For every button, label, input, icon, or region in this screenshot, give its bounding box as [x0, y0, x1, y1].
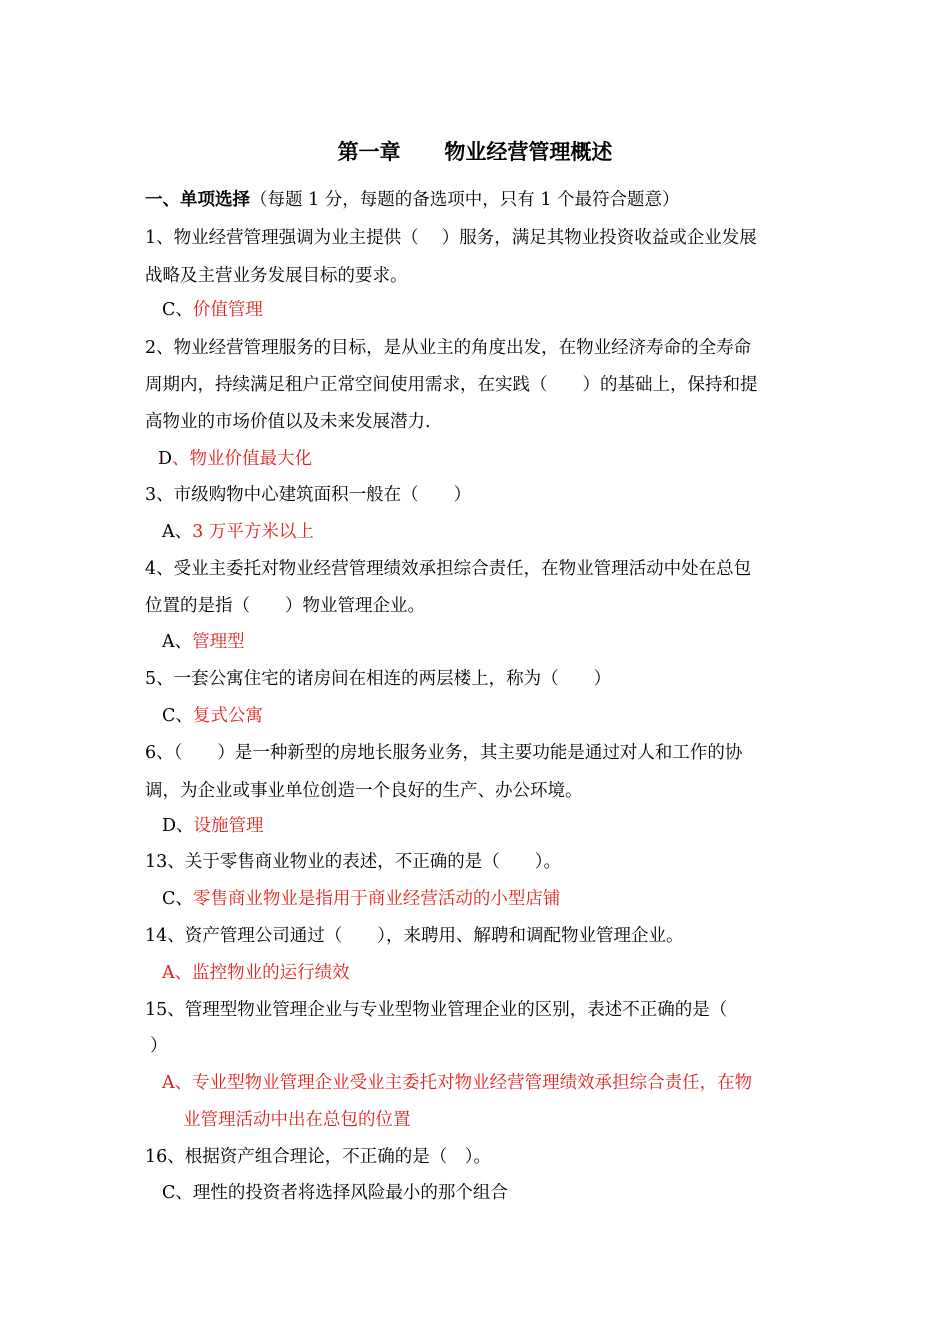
answer-option: C、: [162, 889, 193, 909]
question-2-line-2: 周期内，持续满足租户正常空间使用需求，在实践（ ）的基础上，保持和提: [145, 375, 758, 395]
answer-text: 、物业价值最大化: [172, 449, 313, 469]
question-4-line-2: 位置的是指（ ）物业管理企业。: [145, 596, 425, 616]
answer-option: C、: [162, 706, 193, 726]
answer-option: A、: [162, 632, 193, 652]
answer-text: 价值管理: [192, 300, 263, 320]
question-2-line-1: 2、物业经营管理服务的目标，是从业主的角度出发，在物业经济寿命的全寿命: [145, 338, 752, 358]
question-15-line-2: ）: [150, 1036, 168, 1056]
question-3-line-1: 3、市级购物中心建筑面积一般在（ ）: [145, 485, 472, 505]
question-16-line-1: 16、根据资产组合理论，不正确的是（ ）。: [145, 1147, 492, 1167]
answer-1: [162, 298, 827, 322]
answer-text: 零售商业物业是指用于商业经营活动的小型店铺: [192, 889, 561, 909]
answer-2: [158, 447, 823, 471]
answer-option: D、: [162, 816, 194, 836]
answer-13: [162, 887, 827, 911]
question-4-line-1: 4、受业主委托对物业经营管理绩效承担综合责任，在物业管理活动中处在总包: [145, 559, 752, 579]
answer-16: [162, 1181, 827, 1205]
question-1-line-2: 战略及主营业务发展目标的要求。: [145, 266, 408, 286]
answer-text: 专业型物业管理企业受业主委托对物业经营管理绩效承担综合责任，在物: [192, 1073, 753, 1093]
answer-text: 设施管理: [193, 816, 264, 836]
answer-text: 监控物业的运行绩效: [192, 963, 350, 983]
answer-option: C、: [162, 1183, 193, 1203]
answer-14: [162, 961, 827, 985]
answer-4: [162, 630, 827, 654]
question-5-line-1: 5、一套公寓住宅的诸房间在相连的两层楼上，称为（ ）: [145, 669, 612, 689]
answer-option: C、: [162, 300, 193, 320]
answer-option: D: [158, 449, 173, 469]
answer-15: [162, 1071, 812, 1095]
question-13-line-1: 13、关于零售商业物业的表述，不正确的是（ ）。: [145, 852, 562, 872]
answer-option: A、: [162, 1073, 193, 1093]
question-1-line-1: 1、物业经营管理强调为业主提供（ ）服务，满足其物业投资收益或企业发展: [145, 228, 757, 248]
chapter-title: 第一章 物业经营管理概述: [337, 140, 613, 164]
answer-text: 3 万平方米以上: [192, 522, 314, 542]
question-6-line-1: 6、（ ）是一种新型的房地长服务业务，其主要功能是通过对人和工作的协: [145, 743, 743, 763]
question-15-line-1: 15、管理型物业管理企业与专业型物业管理企业的区别，表述不正确的是（: [145, 1000, 728, 1020]
answer-5: [162, 704, 827, 728]
answer-option: A、: [162, 963, 193, 983]
question-14-line-1: 14、资产管理公司通过（ ），来聘用、解聘和调配物业管理企业。: [145, 926, 684, 946]
question-2-line-3: 高物业的市场价值以及未来发展潜力.: [145, 412, 431, 432]
answer-3: [162, 520, 827, 544]
answer-text: 理性的投资者将选择风险最小的那个组合: [192, 1183, 508, 1203]
answer-15-continued: 业管理活动中出在总包的位置: [183, 1110, 411, 1130]
section-heading-line: [145, 188, 810, 212]
section-heading: 一、单项选择: [145, 190, 250, 210]
answer-text: 管理型: [192, 632, 245, 652]
question-6-line-2: 调，为企业或事业单位创造一个良好的生产、办公环境。: [145, 781, 583, 801]
answer-option: A、: [162, 522, 193, 542]
section-note: （每题 1 分，每题的备选项中，只有 1 个最符合题意）: [250, 190, 680, 210]
answer-6: [162, 814, 827, 838]
answer-text: 复式公寓: [192, 706, 263, 726]
